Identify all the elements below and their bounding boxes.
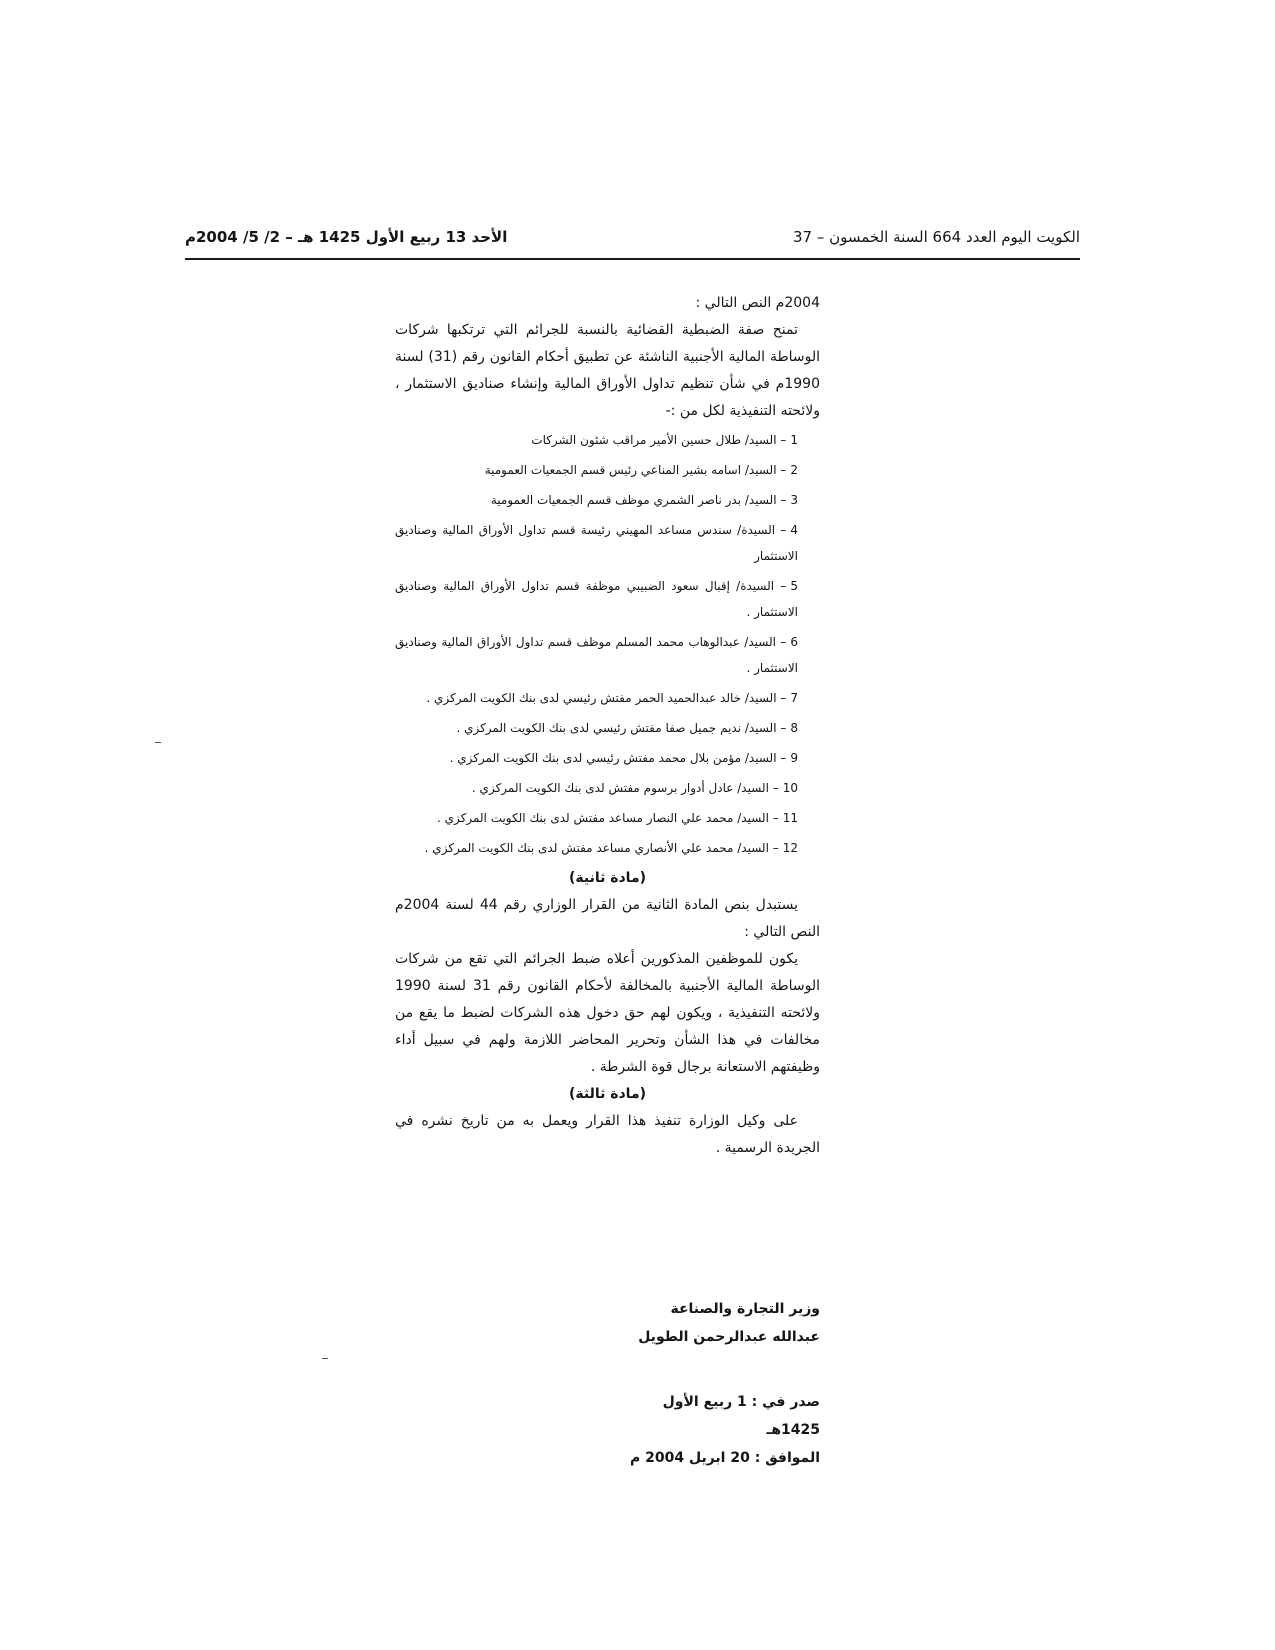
minister-title: وزير التجارة والصناعة: [670, 1301, 820, 1317]
issued-block: [630, 1388, 820, 1472]
signature-block: [595, 1295, 820, 1351]
minister-name: عبدالله عبدالرحمن الطويل: [638, 1329, 820, 1345]
list-item: [395, 715, 820, 741]
article-one-text: تمنح صفة الضبطية القضائية بالنسبة للجرائم التي ترتكبها شركات الوساطة المالية الأجنبية الناشئة عن تطبيق أحكام القانون رقم (31) لسنة 1990م في شأن تنظيم تداول الأوراق المالية وإنشاء صناديق الاستثمار ، ولائحته التنفيذية لكل من :-: [395, 322, 821, 419]
list-item-text: – السيد/ مؤمن بلال محمد مفتش رئيسي لدى بنك الكويت المركزي .: [449, 751, 787, 765]
issued-hijri-date: صدر في : 1 ربيع الأول 1425هـ: [662, 1394, 820, 1438]
list-item-number: 4: [790, 523, 798, 537]
list-item-text: – السيدة/ إقبال سعود الضبيبي موظفة قسم تداول الأوراق المالية وصناديق الاستثمار .: [395, 579, 798, 619]
list-item: [395, 805, 820, 831]
body-column: [395, 290, 820, 1162]
article-three-text: على وكيل الوزارة تنفيذ هذا القرار ويعمل به من تاريخ نشره في الجريدة الرسمية .: [395, 1113, 820, 1156]
list-item-number: 6: [790, 635, 798, 649]
lead-line: 2004م النص التالي :: [695, 295, 820, 311]
list-item-text: – السيد/ عادل أدوار برسوم مفتش لدى بنك الكويت المركزي .: [471, 781, 779, 795]
list-item-text: – السيد/ عبدالوهاب محمد المسلم موظف قسم تداول الأوراق المالية وصناديق الاستثمار .: [395, 635, 798, 675]
list-item-number: 7: [790, 691, 798, 705]
list-item-text: – السيد/ طلال حسين الأمير مراقب شئون الشركات: [531, 433, 787, 447]
article-three-heading: (مادة ثالثة): [568, 1086, 647, 1102]
list-item-number: 3: [790, 493, 798, 507]
list-item-number: 10: [782, 781, 798, 795]
article-two-heading: (مادة ثانية): [568, 870, 647, 886]
officials-list: [395, 427, 820, 861]
list-item: [395, 487, 820, 513]
list-item-number: 11: [782, 811, 798, 825]
list-item-text: – السيد/ خالد عبدالحميد الحمر مفتش رئيسي لدى بنك الكويت المركزي .: [426, 691, 787, 705]
list-item-text: – السيد/ اسامه بشير المناعي رئيس قسم الجمعيات العمومية: [484, 463, 787, 477]
publication-info: الكويت اليوم العدد 664 السنة الخمسون – 37: [792, 228, 1080, 246]
list-item: [395, 775, 820, 801]
list-item-text: – السيدة/ سندس مساعد المهيني رئيسة قسم تداول الأوراق المالية وصناديق الاستثمار: [395, 523, 798, 563]
list-item-number: 2: [790, 463, 798, 477]
issue-date: الأحد 13 ربيع الأول 1425 هـ – 2/ 5/ 2004م: [185, 228, 508, 246]
list-item-text: – السيد/ محمد علي النصار مساعد مفتش لدى بنك الكويت المركزي .: [436, 811, 779, 825]
list-item: [395, 517, 820, 569]
list-item-number: 8: [790, 721, 798, 735]
list-item: [395, 685, 820, 711]
article-two-text: يكون للموظفين المذكورين أعلاه ضبط الجرائم التي تقع من شركات الوساطة المالية الأجنبية بالمخالفة لأحكام القانون رقم 31 لسنة 1990 ولائحته التنفيذية ، ويكون لهم حق دخول هذه الشركات لضبط ما يقع من مخالفات في هذا الشأن وتحرير المحاضر اللازمة ولهم في سبيل أداء وظيفتهم الاستعانة برجال قوة الشرطة .: [395, 951, 820, 1075]
page-header: [185, 222, 1080, 260]
list-item: [395, 629, 820, 681]
list-item-number: 9: [790, 751, 798, 765]
list-item: [395, 745, 820, 771]
scan-speck: [155, 742, 161, 743]
list-item-number: 12: [782, 841, 798, 855]
list-item-text: – السيد/ بدر ناصر الشمري موظف قسم الجمعيات العمومية: [490, 493, 787, 507]
list-item: [395, 457, 820, 483]
article-two-intro: يستبدل بنص المادة الثانية من القرار الوزاري رقم 44 لسنة 2004م النص التالي :: [395, 897, 820, 940]
list-item-text: – السيد/ محمد علي الأنصاري مساعد مفتش لدى بنك الكويت المركزي .: [424, 841, 779, 855]
issued-gregorian-date: الموافق : 20 ابريل 2004 م: [629, 1450, 820, 1466]
list-item-text: – السيد/ نديم جميل صفا مفتش رئيسي لدى بنك الكويت المركزي .: [456, 721, 787, 735]
list-item-number: 1: [790, 433, 798, 447]
list-item: [395, 427, 820, 453]
scan-speck: [322, 1358, 328, 1359]
list-item: [395, 835, 820, 861]
list-item: [395, 573, 820, 625]
list-item-number: 5: [790, 579, 798, 593]
